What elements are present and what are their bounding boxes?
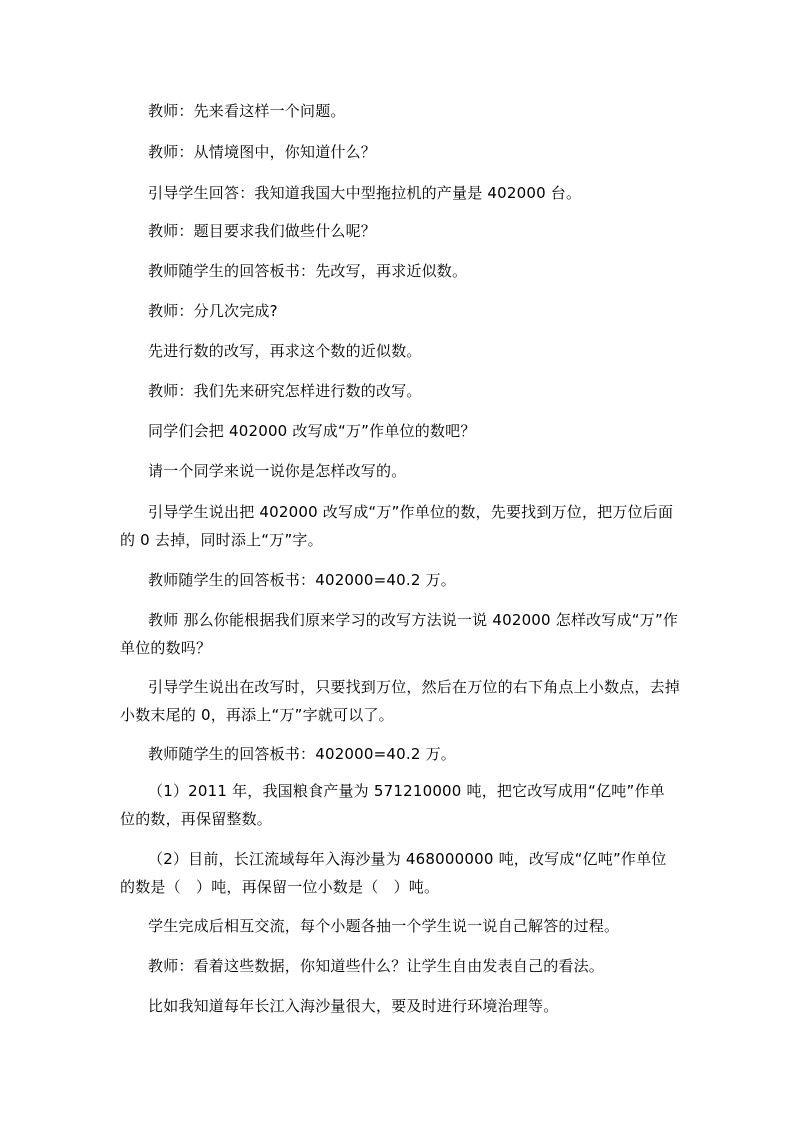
paragraph: 教师：题目要求我们做些什么呢？ [148,222,377,240]
paragraph: 引导学生说出在改写时，只要找到万位，然后在万位的右下角点上小数点，去掉小数末尾的 0，再添上“万”字就可以了。 [120,678,681,724]
paragraph: （2）目前，长江流域每年入海沙量为 468000000 吨，改写成“亿吨”作单位的数是（ ）吨，再保留一位小数是（ ）吨。 [120,850,667,896]
paragraph: 教师：从情境图中，你知道什么？ [148,143,377,161]
paragraph: 同学们会把 402000 改写成“万”作单位的数吧？ [148,422,476,440]
paragraph: 教师 那么你能根据我们原来学习的改写方法说一说 402000 怎样改写成“万”作单位的数吗？ [120,611,679,657]
paragraph: 教师随学生的回答板书：402000=40.2 万。 [148,571,456,589]
paragraph: 教师随学生的回答板书：402000=40.2 万。 [148,745,456,763]
paragraph: 教师：先来看这样一个问题。 [148,102,346,120]
paragraph: 教师：分几次完成? [148,302,278,320]
paragraph: 学生完成后相互交流，每个小题各抽一个学生说一说自己解答的过程。 [148,917,620,935]
paragraph: 比如我知道每年长江入海沙量很大，要及时进行环境治理等。 [148,997,559,1015]
paragraph: 引导学生回答：我知道我国大中型拖拉机的产量是 402000 台。 [148,184,582,202]
paragraph: 先进行数的改写，再求这个数的近似数。 [148,342,422,360]
paragraph: 引导学生说出把 402000 改写成“万”作单位的数，先要找到万位，把万位后面的 0 去掉，同时添上“万”字。 [120,503,674,549]
paragraph: 教师：我们先来研究怎样进行数的改写。 [148,382,422,400]
paragraph: 请一个同学来说一说你是怎样改写的。 [148,462,407,480]
paragraph: 教师随学生的回答板书：先改写，再求近似数。 [148,262,468,280]
paragraph: 教师：看着这些数据，你知道些什么？让学生自由发表自己的看法。 [148,957,605,975]
paragraph: （1）2011 年，我国粮食产量为 571210000 吨，把它改写成用“亿吨”作单位的数，再保留整数。 [120,782,665,828]
